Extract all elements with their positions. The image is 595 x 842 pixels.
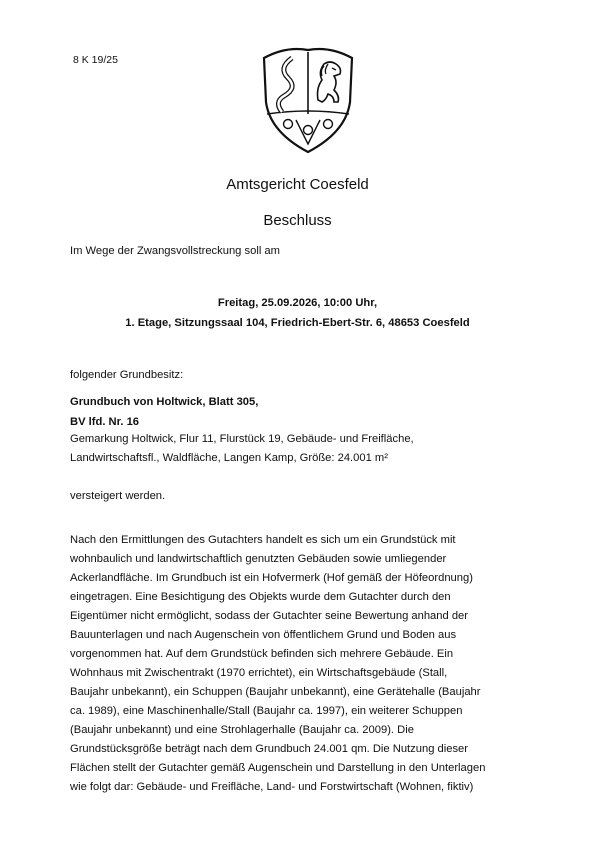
auction-location: 1. Etage, Sitzungssaal 104, Friedrich-Ebert-Str. 6, 48653 Coesfeld — [125, 317, 470, 329]
auction-date-block — [0, 293, 595, 333]
grundbuch-block — [70, 392, 525, 432]
case-number: 8 K 19/25 — [73, 54, 118, 66]
paragraph-line: Baujahr unbekannt), ein Schuppen (Baujahr unbekannt), eine Gerätehalle (Baujahr — [70, 686, 481, 698]
property-label: folgender Grundbesitz: — [70, 369, 184, 381]
auction-text: versteigert werden. — [70, 490, 166, 502]
paragraph-line: Wohnhaus mit Zwischentrakt (1970 errichtet), ein Wirtschaftsgebäude (Stall, — [70, 667, 448, 679]
paragraph-line: (Baujahr unbekannt) und eine Strohlagerhalle (Baujahr ca. 2009). Die — [70, 724, 414, 736]
paragraph-line: Grundstücksgröße beträgt nach dem Grundbuch 24.001 qm. Die Nutzung dieser — [70, 743, 468, 755]
description-paragraph — [70, 531, 525, 797]
paragraph-line: wohnbaulich und landwirtschaftlich genutzten Gebäuden sowie umliegender — [70, 553, 447, 565]
paragraph-line: wie folgt dar: Gebäude- und Freifläche, Land- und Forstwirtschaft (Wohnen, fiktiv) — [70, 781, 474, 793]
grundbuch-line: Grundbuch von Holtwick, Blatt 305, — [70, 396, 259, 408]
auction-date: Freitag, 25.09.2026, 10:00 Uhr, — [217, 297, 378, 309]
gemarkung-line: Gemarkung Holtwick, Flur 11, Flurstück 19, Gebäude- und Freifläche, — [70, 433, 414, 445]
paragraph-line: Flächen stellt der Gutachter gemäß Augenschein und Darstellung in den Unterlagen — [70, 762, 486, 774]
court-name: Amtsgericht Coesfeld — [226, 176, 369, 193]
paragraph-line: Ackerlandfläche. Im Grundbuch ist ein Hofvermerk (Hof gemäß der Höfeordnung) — [70, 572, 473, 584]
paragraph-line: vorgenommen hat. Auf dem Grundstück befinden sich mehrere Gebäude. Ein — [70, 648, 454, 660]
document-title: Beschluss — [263, 212, 332, 229]
paragraph-line: Eigentümer nicht ermöglicht, sodass der Gutachter seine Bewertung anhand der — [70, 610, 469, 622]
paragraph-line: ca. 1989), eine Maschinenhalle/Stall (Baujahr ca. 1997), ein weiterer Schuppen — [70, 705, 463, 717]
gemarkung-line: Landwirtschaftsfl., Waldfläche, Langen Kamp, Größe: 24.001 m² — [70, 452, 388, 464]
paragraph-line: Bauunterlagen und nach Augenschein von öffentlichem Grund und Boden aus — [70, 629, 457, 641]
intro-text: Im Wege der Zwangsvollstreckung soll am — [70, 245, 280, 257]
paragraph-line: eingetragen. Eine Besichtigung des Objekts wurde dem Gutachter durch den — [70, 591, 451, 603]
paragraph-line: Nach den Ermittlungen des Gutachters handelt es sich um ein Grundstück mit — [70, 534, 456, 546]
coat-of-arms-icon — [258, 44, 358, 156]
gemarkung-block — [70, 430, 525, 468]
bv-number: BV lfd. Nr. 16 — [70, 416, 140, 428]
